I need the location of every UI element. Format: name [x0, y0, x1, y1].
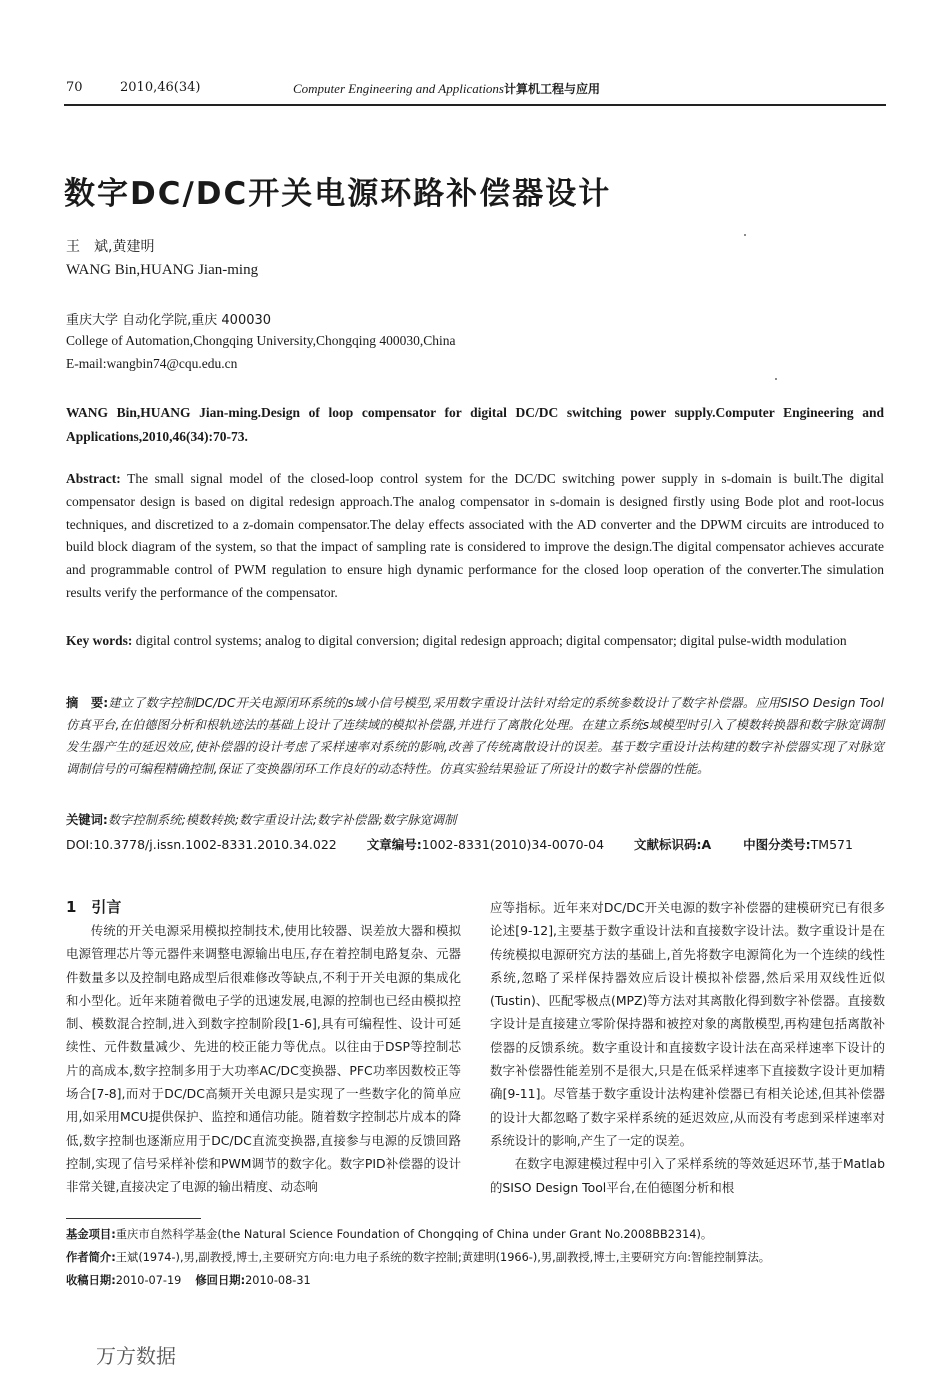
doi-classification-row — [66, 835, 884, 855]
footnote-rule — [66, 1218, 201, 1219]
affiliation-chinese: 重庆大学 自动化学院,重庆 400030 — [66, 313, 272, 328]
body-paragraph: 在数字电源建模过程中引入了采样系统的等效延迟环节,基于Matlab的SISO Design Tool平台,在伯德图分析和根 — [490, 1156, 885, 1195]
revised-label: 修回日期: — [195, 1274, 246, 1287]
journal-name — [293, 80, 600, 97]
doi: DOI:10.3778/j.issn.1002-8331.2010.34.022 — [66, 837, 337, 852]
abstract-chinese — [66, 692, 884, 780]
keywords-text: digital control systems; analog to digital conversion; digital redesign approach; digital compensator; digital pulse-width modulation — [132, 633, 847, 648]
scan-speck — [775, 378, 777, 380]
author-bio — [66, 1246, 886, 1269]
authors-english: WANG Bin,HUANG Jian-ming — [66, 262, 259, 278]
revised-date: 2010-08-31 — [245, 1274, 311, 1287]
abstract-cn-text: 建立了数字控制DC/DC开关电源闭环系统的s域小信号模型,采用数字重设计法针对给定的系统参数设计了数字补偿器。应用SISO Design Tool仿真平台,在伯德图分析和根轨迹法的基础上设计了连续域的模拟补偿器,并进行了离散化处理。在建立系统s域模型时引入了模数转换器和数字脉宽调制发生器产生的延迟效应,使补偿器的设计考虑了采样速率对系统的影响,改善了传统离散设计的误差。基于数字重设计法构建的数字补偿器实现了对脉宽调制信号的可编程精确控制,保证了变换器闭环工作良好的动态特性。仿真实验结果验证了所设计的数字补偿器的性能。 — [66, 696, 884, 776]
volume-issue: 2010,46(34) — [120, 80, 201, 95]
author-bio-label: 作者简介: — [66, 1251, 116, 1264]
citation-line: WANG Bin,HUANG Jian-ming.Design of loop compensator for digital DC/DC switching power supply.Computer Engineering and Applications,2010,46(34):70-73. — [66, 405, 884, 444]
paper-title: 数字DC/DC开关电源环路补偿器设计 — [64, 176, 612, 212]
body-column-left — [66, 919, 461, 1199]
received-label: 收稿日期: — [66, 1274, 116, 1287]
header-rule — [64, 104, 886, 106]
document-code-label: 文献标识码: — [634, 837, 702, 852]
footnotes — [66, 1223, 886, 1292]
author-bio-text: 王斌(1974-),男,副教授,博士,主要研究方向:电力电子系统的数字控制;黄建明(1966-),男,副教授,博士,主要研究方向:智能控制算法。 — [115, 1251, 771, 1264]
keywords-label: Key words: — [66, 633, 133, 648]
section-heading: 1 引言 — [66, 898, 122, 916]
journal-name-en: Computer Engineering and Applications — [293, 81, 504, 96]
received-date: 2010-07-19 — [115, 1274, 182, 1287]
document-code: A — [701, 837, 712, 852]
abstract-english — [66, 468, 884, 605]
body-paragraph: 应等指标。近年来对DC/DC开关电源的数字补偿器的建模研究已有很多论述[9-12],主要基于数字重设计法和直接数字设计法。数字重设计是在传统模拟电源研究方法的基础上,首先将数字电源简化为一个连续的线性系统,忽略了采样保持器效应后设计模拟补偿器,然后采用双线性近似(Tustin)、匹配零极点(MPZ)等方法对其离散化得到数字补偿器。直接数字设计是直接建立零阶保持器和被控对象的离散模型,再构建包括离散补偿器的反馈系统。数字重设计和直接数字设计法在高采样速率下设计的数字补偿器性能差别不是很大,只是在低采样速率下直接数字设计更加精确[9-11]。尽管基于数字重设计法构建补偿器已有相关论述,但其补偿器的设计大都忽略了数字采样系统的延迟效应,从而没有考虑到采样速率对系统设计的影响,产生了一定的误差。 — [490, 900, 885, 1148]
journal-name-cn: 计算机工程与应用 — [504, 82, 601, 96]
author-email: E-mail:wangbin74@cqu.edu.cn — [66, 356, 238, 371]
clc-number: TM571 — [810, 837, 853, 852]
page-number: 70 — [66, 80, 83, 95]
body-paragraph: 传统的开关电源采用模拟控制技术,使用比较器、误差放大器和模拟电源管理芯片等元器件来调整电源输出电压,存在着控制电路复杂、元器件数量多以及控制电路成型后很难修改等缺点,不利于开关电源的集成化和小型化。近年来随着微电子学的迅速发展,电源的控制也已经由模拟控制、模数混合控制,进入到数字控制阶段[1-6],具有可编程性、设计可延续性、元件数量减少、先进的校正能力等优点。以往由于DSP等控制芯片的高成本,数字控制多用于大功率AC/DC变换器、PFC功率因数校正等场合[7-8],而对于DC/DC高频开关电源只是实现了一些数字化的简单应用,如采用MCU提供保护、监控和通信功能。随着数字控制芯片成本的降低,数字控制也逐渐应用于DC/DC直流变换器,直接参与电源的反馈回路控制,实现了信号采样补偿和PWM调节的数字化。数字PID补偿器的设计非常关键,直接决定了电源的输出精度、动态响 — [66, 923, 461, 1195]
article-number: 1002-8331(2010)34-0070-04 — [421, 837, 605, 852]
keywords-chinese — [66, 809, 884, 831]
clc-number-label: 中图分类号: — [743, 837, 811, 852]
fund-text: 重庆市自然科学基金(the Natural Science Foundation of Chongqing of China under Grant No.2008BB2314)。 — [115, 1228, 713, 1241]
fund-note — [66, 1223, 886, 1246]
keywords-cn-label: 关键词: — [66, 813, 108, 827]
keywords-english — [66, 630, 884, 653]
authors-chinese: 王 斌,黄建明 — [66, 239, 155, 255]
affiliation-english: College of Automation,Chongqing University,Chongqing 400030,China — [66, 333, 456, 348]
dates-note — [66, 1269, 886, 1292]
abstract-cn-label: 摘 要: — [66, 696, 109, 710]
keywords-cn-text: 数字控制系统;模数转换;数字重设计法;数字补偿器;数字脉宽调制 — [107, 813, 457, 827]
article-number-label: 文章编号: — [366, 837, 422, 852]
abstract-label: Abstract: — [66, 471, 121, 486]
abstract-text: The small signal model of the closed-loop control system for the DC/DC switching power supply in s-domain is built.The digital compensator design is based on digital redesign approach.The analog compensator in s-domain is designed firstly using Bode plot and root-locus techniques, and discretized to a z-domain compensator.The delay effects associated with the AD converter and the DPWM circuits are introduced to build block diagram of the system, so that the impact of sampling rate is considered to improve the design.The digital compensator achieves accurate and programmable control of PWM regulation to ensure high dynamic performance for the closed loop operation of the converter.The simulation results verify the performance of the compensator. — [66, 471, 884, 600]
fund-label: 基金项目: — [66, 1228, 116, 1241]
watermark: 万方数据 — [96, 1344, 176, 1368]
scan-speck — [744, 234, 746, 236]
body-column-right — [490, 896, 885, 1199]
